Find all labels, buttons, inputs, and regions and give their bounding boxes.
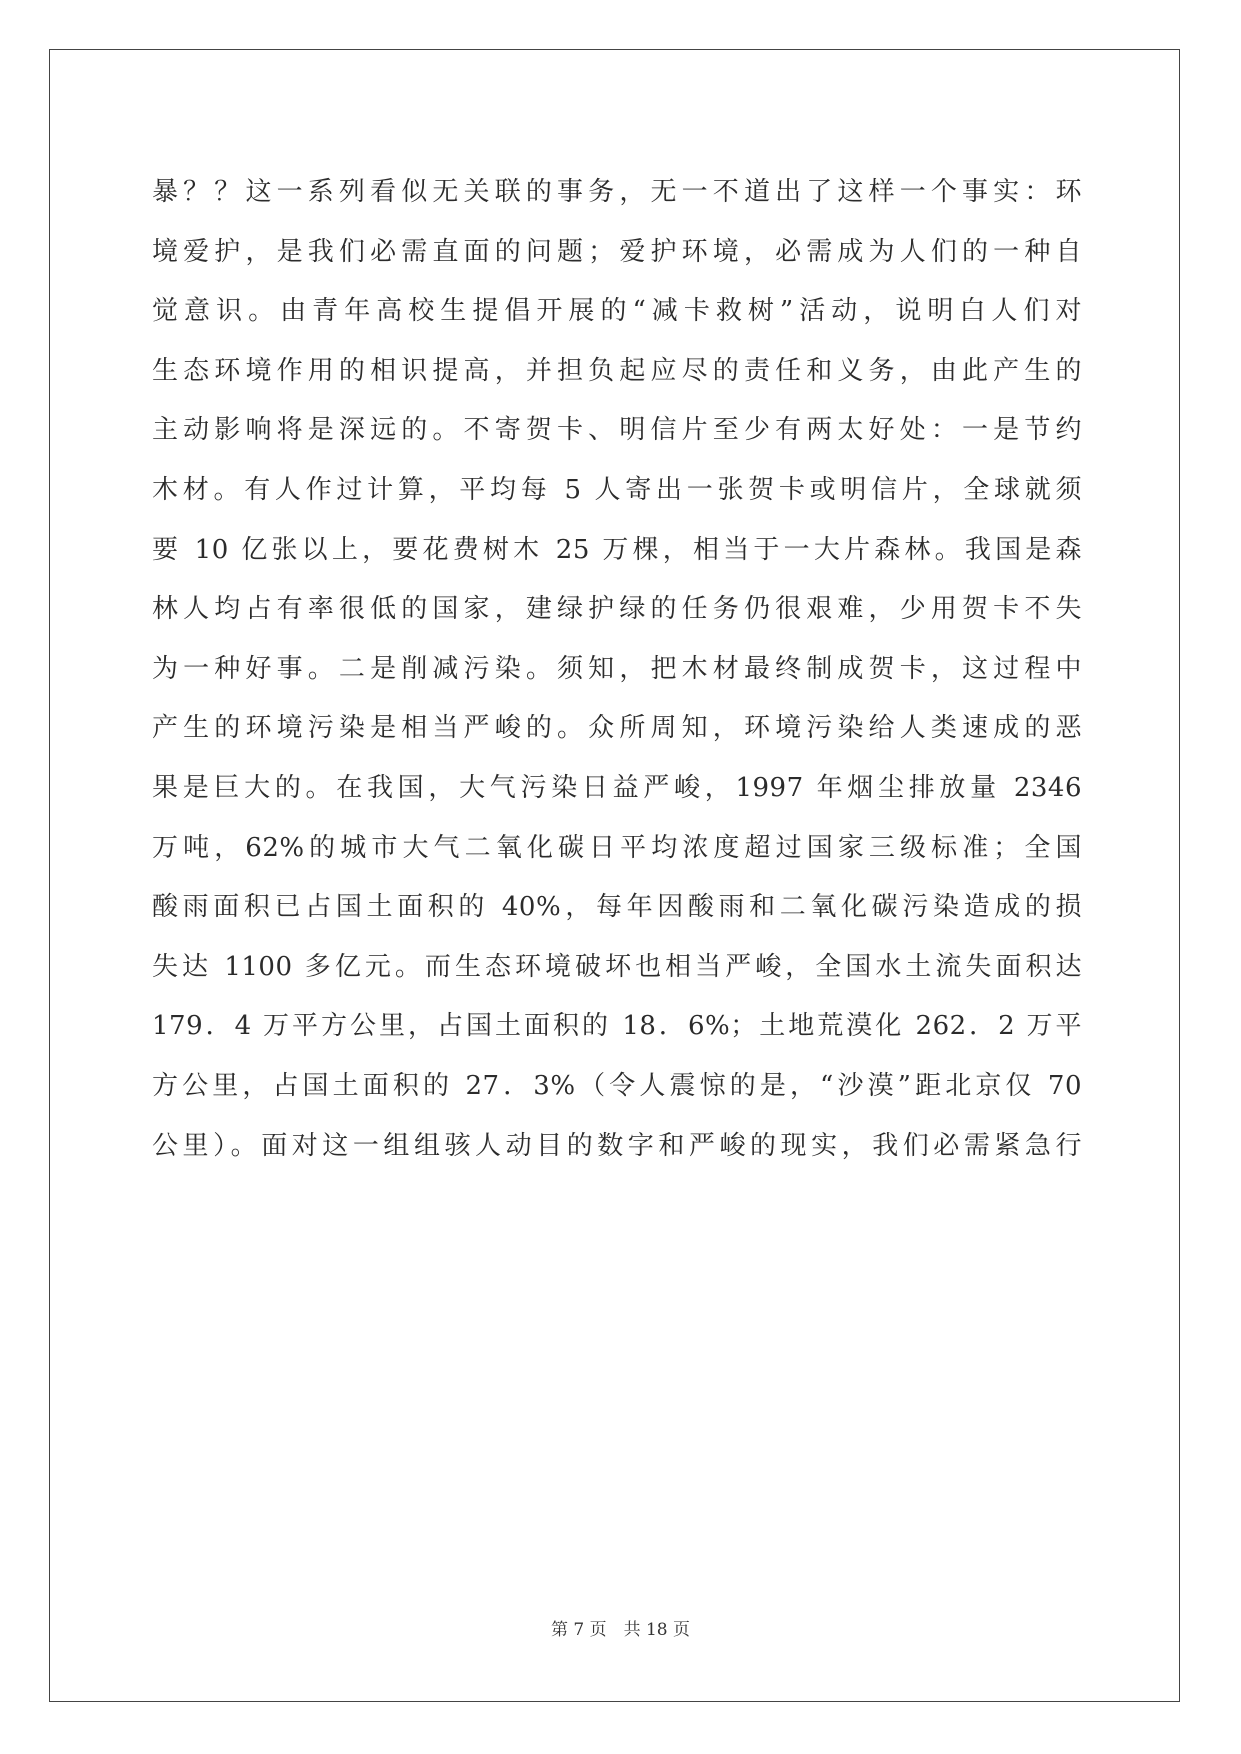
text-line: 方公里，占国土面积的 27．3%（令人震惊的是，“沙漠”距北京仅 70 (152, 1070, 1082, 1101)
text-line: 失达 1100 多亿元。而生态环境破坏也相当严峻，全国水土流失面积达 (152, 951, 1082, 982)
text-line: 为一种好事。二是削减污染。须知，把木材最终制成贺卡，这过程中 (152, 653, 1082, 684)
text-line: 万吨，62%的城市大气二氧化碳日平均浓度超过国家三级标准；全国 (152, 832, 1082, 863)
text-line: 179．4 万平方公里，占国土面积的 18．6%；土地荒漠化 262．2 万平 (152, 1011, 1082, 1042)
text-line: 公里）。面对这一组组骇人动目的数字和严峻的现实，我们必需紧急行 (152, 1130, 1082, 1161)
text-line: 林人均占有率很低的国家，建绿护绿的任务仍很艰难，少用贺卡不失 (152, 594, 1082, 625)
page-number-footer: 第 7 页 共 18 页 (550, 1620, 691, 1640)
text-line: 要 10 亿张以上，要花费树木 25 万棵，相当于一大片森林。我国是森 (152, 534, 1082, 565)
text-line: 境爱护，是我们必需直面的问题；爱护环境，必需成为人们的一种自 (152, 236, 1082, 267)
text-line: 觉意识。由青年高校生提倡开展的“减卡救树”活动，说明白人们对 (152, 296, 1082, 327)
text-line: 生态环境作用的相识提高，并担负起应尽的责任和义务，由此产生的 (152, 355, 1082, 386)
body-text (152, 163, 1082, 1176)
text-line: 木材。有人作过计算，平均每 5 人寄出一张贺卡或明信片，全球就须 (152, 474, 1082, 505)
text-line: 果是巨大的。在我国，大气污染日益严峻，1997 年烟尘排放量 2346 (152, 772, 1082, 803)
text-line: 暴？？这一系列看似无关联的事务，无一不道出了这样一个事实：环 (152, 177, 1082, 207)
text-line: 主动影响将是深远的。不寄贺卡、明信片至少有两太好处：一是节约 (152, 415, 1082, 446)
text-line: 产生的环境污染是相当严峻的。众所周知，环境污染给人类速成的恶 (152, 713, 1082, 744)
text-line: 酸雨面积已占国土面积的 40%，每年因酸雨和二氧化碳污染造成的损 (152, 892, 1082, 923)
